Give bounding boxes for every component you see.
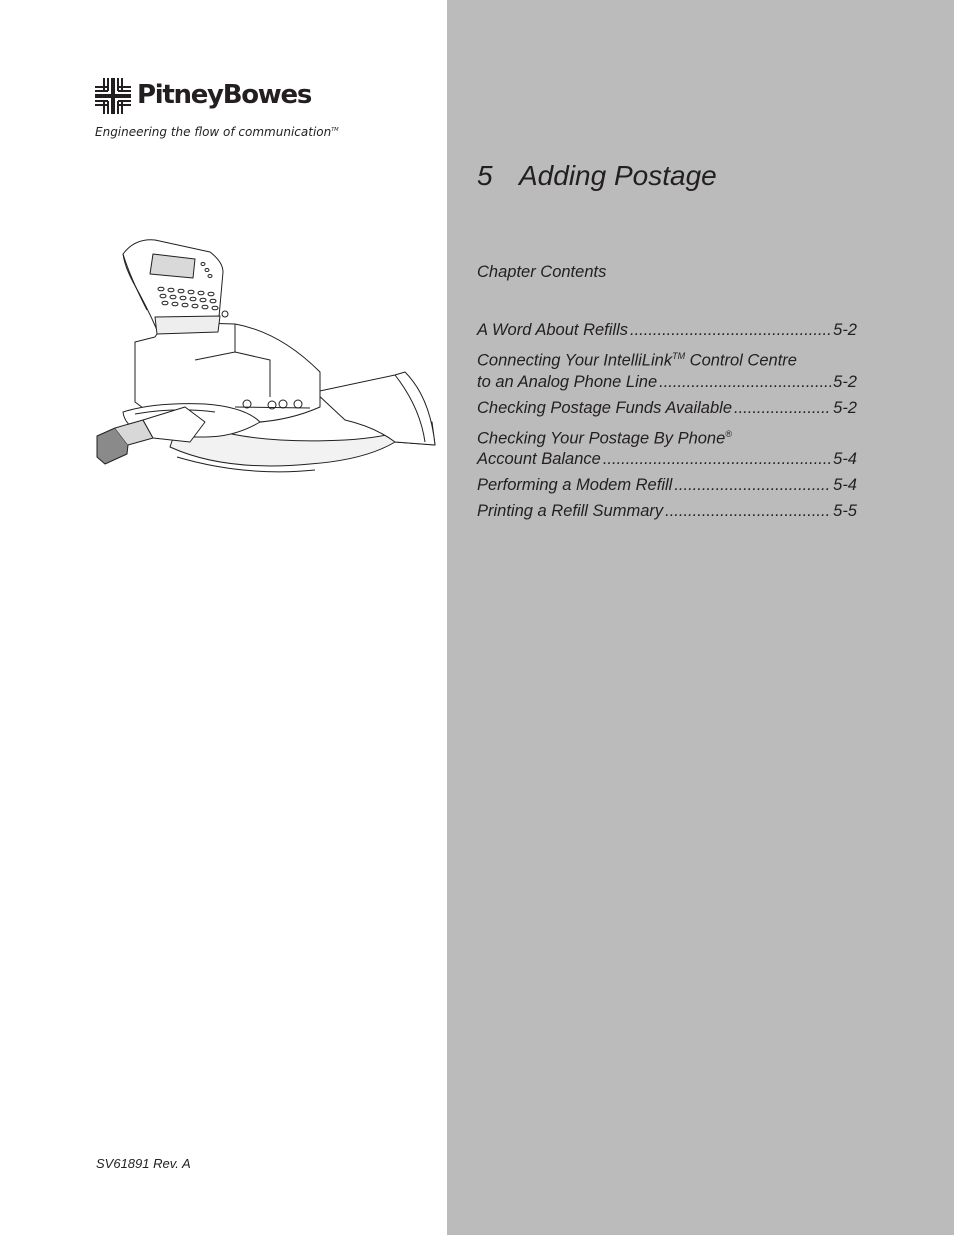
- postage-meter-icon: [95, 232, 440, 477]
- toc-entry[interactable]: A Word About Refills ..... 5-2: [477, 320, 857, 341]
- toc-leader: [603, 449, 831, 470]
- toc-page: 5-2: [833, 372, 857, 391]
- toc-page: 5-2: [833, 398, 857, 417]
- pitney-bowes-logo: [95, 78, 345, 144]
- toc-leader: [659, 372, 831, 393]
- toc-leader: [665, 501, 831, 522]
- toc-leader: [734, 398, 831, 419]
- chapter-title: [477, 160, 717, 192]
- toc-entry[interactable]: Checking Your Postage By Phone® Account Balance ..... 5-4: [477, 424, 857, 471]
- document-id: SV61891 Rev. A: [96, 1156, 191, 1171]
- toc-page: 5-4: [833, 476, 857, 494]
- chapter-number: 5: [477, 160, 493, 191]
- pitney-bowes-mark-icon: [95, 78, 131, 114]
- table-of-contents: [477, 320, 857, 527]
- tagline-trademark: TM: [331, 127, 339, 133]
- toc-page: 5-4: [833, 450, 857, 468]
- toc-page: 5-2: [833, 321, 857, 339]
- chapter-title-text: Adding Postage: [519, 160, 717, 191]
- chapter-contents-heading: Chapter Contents: [477, 263, 607, 281]
- toc-entry[interactable]: Printing a Refill Summary ..... 5-5: [477, 501, 857, 522]
- toc-entry[interactable]: Checking Postage Funds Available ..... 5-2: [477, 398, 857, 419]
- logo-tagline: Engineering the flow of communication™: [95, 125, 339, 139]
- logo-wordmark: PitneyBowes: [137, 80, 311, 110]
- toc-leader: [630, 320, 831, 341]
- toc-page: 5-5: [833, 502, 857, 520]
- toc-entry[interactable]: Performing a Modem Refill ..... 5-4: [477, 475, 857, 496]
- toc-leader: [674, 475, 831, 496]
- toc-entry[interactable]: Connecting Your IntelliLink™ Control Centre to an Analog Phone Line ..... 5-2: [477, 346, 857, 393]
